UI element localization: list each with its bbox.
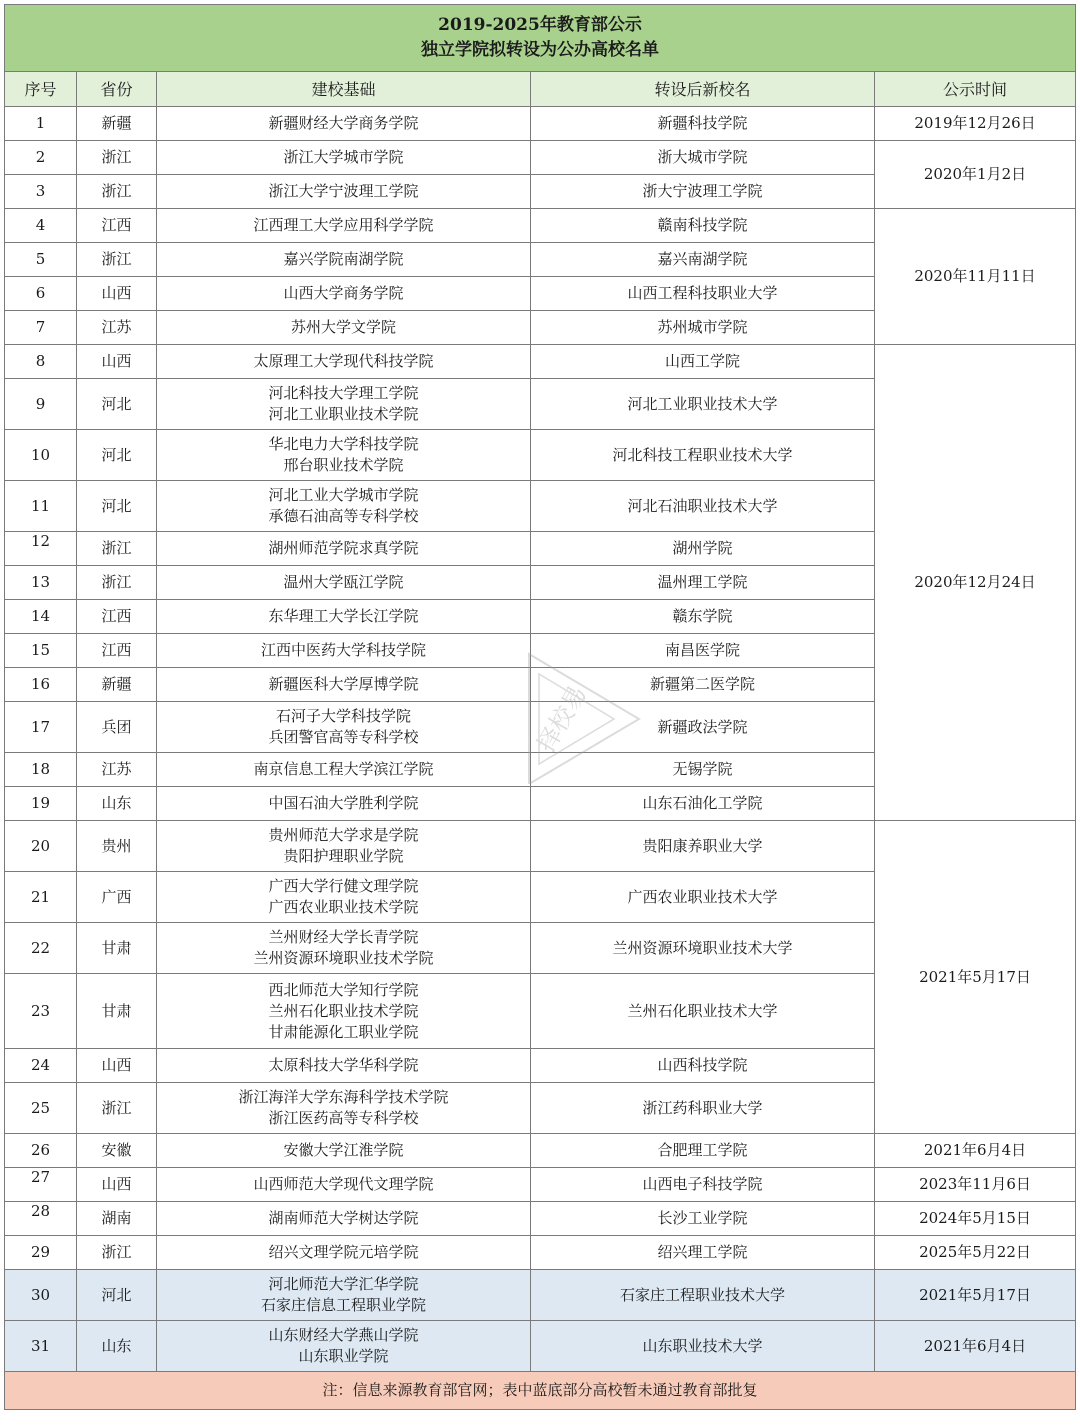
cell-province: 江西 <box>77 209 157 243</box>
cell-province: 新疆 <box>77 668 157 702</box>
cell-seq <box>5 1270 77 1321</box>
base-school-line: 江西中医药大学科技学院 <box>260 641 426 659</box>
cell-seq <box>5 209 77 243</box>
cell-new-name: 石家庄工程职业技术大学 <box>531 1270 875 1321</box>
cell-seq <box>5 974 77 1049</box>
cell-base <box>157 974 531 1049</box>
seq-text: 30 <box>30 1285 51 1304</box>
seq-text: 12 <box>30 532 51 550</box>
cell-seq <box>5 600 77 634</box>
cell-seq <box>5 1083 77 1134</box>
header-province: 省份 <box>77 72 157 107</box>
cell-seq <box>5 141 77 175</box>
cell-seq <box>5 634 77 668</box>
cell-new-name: 山西科技学院 <box>531 1049 875 1083</box>
base-school-line: 河北工业大学城市学院 <box>268 486 419 504</box>
base-school-line: 广西大学行健文理学院 <box>268 877 419 895</box>
base-school-line: 中国石油大学胜利学院 <box>268 794 419 812</box>
cell-date: 2020年1月2日 <box>875 141 1076 209</box>
header-new-name: 转设后新校名 <box>531 72 875 107</box>
cell-date: 2021年6月4日 <box>875 1134 1076 1168</box>
base-school-line: 兰州石化职业技术学院 <box>268 1001 419 1020</box>
seq-text: 14 <box>30 607 51 625</box>
cell-seq <box>5 753 77 787</box>
base-school-line: 安徽大学江淮学院 <box>283 1141 404 1159</box>
cell-new-name: 山东职业技术大学 <box>531 1321 875 1372</box>
base-school-line: 石河子大学科技学院 <box>275 707 411 725</box>
base-school-line: 新疆医科大学厚博学院 <box>268 675 419 693</box>
seq-text: 10 <box>30 445 51 464</box>
cell-seq <box>5 566 77 600</box>
cell-date: 2021年5月17日 <box>875 821 1076 1134</box>
seq-text: 20 <box>30 836 51 855</box>
base-school-line: 温州大学瓯江学院 <box>283 573 404 591</box>
cell-base <box>157 481 531 532</box>
cell-base <box>157 566 531 600</box>
seq-text: 28 <box>30 1202 51 1220</box>
header-base: 建校基础 <box>157 72 531 107</box>
cell-base <box>157 634 531 668</box>
cell-new-name: 山西电子科技学院 <box>531 1168 875 1202</box>
cell-province: 安徽 <box>77 1134 157 1168</box>
cell-new-name: 温州理工学院 <box>531 566 875 600</box>
table-row <box>5 1236 1076 1270</box>
base-school-line: 苏州大学文学院 <box>290 318 396 336</box>
cell-base <box>157 923 531 974</box>
cell-date: 2019年12月26日 <box>875 107 1076 141</box>
cell-province: 浙江 <box>77 1083 157 1134</box>
cell-base <box>157 243 531 277</box>
cell-base <box>157 141 531 175</box>
header-row <box>5 72 1076 107</box>
base-school-line: 兰州资源环境职业技术学院 <box>253 949 434 967</box>
cell-base <box>157 600 531 634</box>
cell-base <box>157 379 531 430</box>
seq-text: 5 <box>35 250 46 268</box>
cell-seq <box>5 532 77 566</box>
cell-date: 2021年6月4日 <box>875 1321 1076 1372</box>
base-school-line: 新疆财经大学商务学院 <box>268 114 419 132</box>
header-seq: 序号 <box>5 72 77 107</box>
cell-new-name: 无锡学院 <box>531 753 875 787</box>
cell-seq <box>5 481 77 532</box>
base-school-line: 贵州师范大学求是学院 <box>268 826 419 844</box>
cell-new-name: 赣东学院 <box>531 600 875 634</box>
cell-province: 浙江 <box>77 243 157 277</box>
cell-province: 江西 <box>77 634 157 668</box>
cell-base <box>157 430 531 481</box>
table-row <box>5 1202 1076 1236</box>
title-line-1: 2019-2025年教育部公示 <box>438 15 642 35</box>
cell-new-name: 赣南科技学院 <box>531 209 875 243</box>
seq-text: 25 <box>30 1098 51 1117</box>
base-school-line: 承德石油高等专科学校 <box>268 507 419 525</box>
cell-base <box>157 1134 531 1168</box>
title-line-2: 独立学院拟转设为公办高校名单 <box>421 40 659 60</box>
cell-base <box>157 311 531 345</box>
seq-text: 17 <box>30 717 51 736</box>
base-school-line: 山西大学商务学院 <box>283 284 404 302</box>
cell-new-name: 绍兴理工学院 <box>531 1236 875 1270</box>
cell-seq <box>5 175 77 209</box>
cell-date: 2024年5月15日 <box>875 1202 1076 1236</box>
cell-base <box>157 1049 531 1083</box>
cell-province: 贵州 <box>77 821 157 872</box>
cell-province: 河北 <box>77 1270 157 1321</box>
base-school-line: 东华理工大学长江学院 <box>268 607 419 625</box>
cell-new-name: 湖州学院 <box>531 532 875 566</box>
cell-seq <box>5 107 77 141</box>
cell-province: 山东 <box>77 787 157 821</box>
cell-province: 浙江 <box>77 532 157 566</box>
base-school-line: 浙江海洋大学东海科学技术学院 <box>238 1088 449 1106</box>
base-school-line: 邢台职业技术学院 <box>283 456 404 474</box>
cell-base <box>157 277 531 311</box>
cell-new-name: 浙大城市学院 <box>531 141 875 175</box>
cell-base <box>157 107 531 141</box>
table-row <box>5 107 1076 141</box>
seq-text: 7 <box>35 318 46 336</box>
cell-province: 山西 <box>77 345 157 379</box>
cell-seq <box>5 702 77 753</box>
table-row <box>5 1270 1076 1321</box>
title-row <box>5 5 1076 72</box>
table-row <box>5 1168 1076 1202</box>
cell-base <box>157 702 531 753</box>
base-school-line: 贵阳护理职业学院 <box>283 847 404 865</box>
cell-base <box>157 1321 531 1372</box>
cell-base <box>157 1083 531 1134</box>
base-school-line: 甘肃能源化工职业学院 <box>268 1022 419 1041</box>
table-row <box>5 1134 1076 1168</box>
table-row <box>5 141 1076 175</box>
cell-seq <box>5 1236 77 1270</box>
cell-date: 2025年5月22日 <box>875 1236 1076 1270</box>
cell-province: 山东 <box>77 1321 157 1372</box>
cell-province: 江苏 <box>77 311 157 345</box>
cell-new-name: 贵阳康养职业大学 <box>531 821 875 872</box>
seq-text: 19 <box>30 794 51 812</box>
seq-text: 27 <box>30 1168 51 1186</box>
cell-new-name: 新疆科技学院 <box>531 107 875 141</box>
cell-province: 甘肃 <box>77 923 157 974</box>
cell-province: 湖南 <box>77 1202 157 1236</box>
cell-new-name: 浙江药科职业大学 <box>531 1083 875 1134</box>
base-school-line: 江西理工大学应用科学学院 <box>253 216 434 234</box>
base-school-line: 河北工业职业技术学院 <box>268 405 419 423</box>
seq-text: 29 <box>30 1243 51 1261</box>
cell-base <box>157 787 531 821</box>
cell-province: 河北 <box>77 481 157 532</box>
cell-seq <box>5 668 77 702</box>
base-school-line: 南京信息工程大学滨江学院 <box>253 760 434 778</box>
seq-text: 3 <box>35 182 46 200</box>
cell-new-name: 长沙工业学院 <box>531 1202 875 1236</box>
cell-seq <box>5 379 77 430</box>
base-school-line: 西北师范大学知行学院 <box>268 980 419 999</box>
cell-base <box>157 1202 531 1236</box>
cell-province: 河北 <box>77 379 157 430</box>
cell-base <box>157 668 531 702</box>
seq-text: 2 <box>35 148 46 166</box>
seq-text: 22 <box>30 938 51 957</box>
seq-text: 31 <box>30 1336 51 1355</box>
seq-text: 18 <box>30 760 51 778</box>
table-row <box>5 821 1076 872</box>
table-title <box>5 5 1076 72</box>
cell-new-name: 苏州城市学院 <box>531 311 875 345</box>
base-school-line: 山东职业学院 <box>298 1347 389 1365</box>
cell-province: 河北 <box>77 430 157 481</box>
cell-base <box>157 209 531 243</box>
cell-base <box>157 753 531 787</box>
cell-new-name: 山西工程科技职业大学 <box>531 277 875 311</box>
base-school-line: 浙江医药高等专科学校 <box>268 1109 419 1127</box>
base-school-line: 兵团警官高等专科学校 <box>268 728 419 746</box>
footnote: 注：信息来源教育部官网；表中蓝底部分高校暂未通过教育部批复 <box>5 1372 1076 1410</box>
cell-new-name: 兰州石化职业技术大学 <box>531 974 875 1049</box>
cell-province: 兵团 <box>77 702 157 753</box>
school-table <box>4 4 1076 1410</box>
base-school-line: 石家庄信息工程职业学院 <box>260 1296 426 1314</box>
cell-province: 浙江 <box>77 175 157 209</box>
seq-text: 21 <box>30 887 51 906</box>
cell-new-name: 新疆第二医学院 <box>531 668 875 702</box>
cell-seq <box>5 345 77 379</box>
cell-seq <box>5 872 77 923</box>
cell-seq <box>5 1168 77 1202</box>
cell-seq <box>5 430 77 481</box>
cell-seq <box>5 1202 77 1236</box>
cell-province: 浙江 <box>77 1236 157 1270</box>
cell-seq <box>5 243 77 277</box>
seq-text: 16 <box>30 675 51 693</box>
cell-new-name: 广西农业职业技术大学 <box>531 872 875 923</box>
cell-new-name: 河北工业职业技术大学 <box>531 379 875 430</box>
cell-base <box>157 1270 531 1321</box>
base-school-line: 山东财经大学燕山学院 <box>268 1326 419 1344</box>
base-school-line: 浙江大学城市学院 <box>283 148 404 166</box>
base-school-line: 湖州师范学院求真学院 <box>268 539 419 557</box>
base-school-line: 华北电力大学科技学院 <box>268 435 419 453</box>
cell-new-name: 山西工学院 <box>531 345 875 379</box>
cell-base <box>157 175 531 209</box>
cell-province: 广西 <box>77 872 157 923</box>
table-row <box>5 345 1076 379</box>
header-date: 公示时间 <box>875 72 1076 107</box>
base-school-line: 太原理工大学现代科技学院 <box>253 352 434 370</box>
note-row <box>5 1372 1076 1410</box>
cell-new-name: 嘉兴南湖学院 <box>531 243 875 277</box>
cell-seq <box>5 821 77 872</box>
cell-province: 山西 <box>77 1049 157 1083</box>
base-school-line: 河北师范大学汇华学院 <box>268 1275 419 1293</box>
cell-new-name: 南昌医学院 <box>531 634 875 668</box>
base-school-line: 绍兴文理学院元培学院 <box>268 1243 419 1261</box>
cell-date: 2023年11月6日 <box>875 1168 1076 1202</box>
seq-text: 1 <box>35 114 46 132</box>
watermark-text: 择校易 <box>531 680 593 757</box>
base-school-line: 太原科技大学华科学院 <box>268 1056 419 1074</box>
cell-new-name: 山东石油化工学院 <box>531 787 875 821</box>
cell-new-name: 河北科技工程职业技术大学 <box>531 430 875 481</box>
cell-province: 浙江 <box>77 566 157 600</box>
seq-text: 13 <box>30 573 51 591</box>
seq-text: 4 <box>35 216 46 234</box>
cell-seq <box>5 787 77 821</box>
cell-seq <box>5 923 77 974</box>
base-school-line: 广西农业职业技术学院 <box>268 898 419 916</box>
seq-text: 6 <box>35 284 46 302</box>
cell-new-name: 新疆政法学院 <box>531 702 875 753</box>
seq-text: 24 <box>30 1056 51 1074</box>
cell-seq <box>5 311 77 345</box>
cell-base <box>157 1236 531 1270</box>
cell-province: 浙江 <box>77 141 157 175</box>
cell-new-name: 兰州资源环境职业技术大学 <box>531 923 875 974</box>
cell-new-name: 河北石油职业技术大学 <box>531 481 875 532</box>
cell-seq <box>5 1321 77 1372</box>
cell-base <box>157 532 531 566</box>
seq-text: 9 <box>35 394 46 413</box>
cell-base <box>157 872 531 923</box>
base-school-line: 嘉兴学院南湖学院 <box>283 250 404 268</box>
cell-new-name: 合肥理工学院 <box>531 1134 875 1168</box>
seq-text: 11 <box>30 496 51 515</box>
table-row <box>5 1321 1076 1372</box>
seq-text: 15 <box>30 641 51 659</box>
cell-base <box>157 345 531 379</box>
cell-date: 2020年12月24日 <box>875 345 1076 821</box>
cell-date: 2020年11月11日 <box>875 209 1076 345</box>
cell-province: 江西 <box>77 600 157 634</box>
base-school-line: 河北科技大学理工学院 <box>268 384 419 402</box>
cell-base <box>157 821 531 872</box>
seq-text: 23 <box>30 1001 51 1020</box>
cell-province: 甘肃 <box>77 974 157 1049</box>
seq-text: 8 <box>35 352 46 370</box>
seq-text: 26 <box>30 1141 51 1159</box>
base-school-line: 浙江大学宁波理工学院 <box>268 182 419 200</box>
cell-province: 新疆 <box>77 107 157 141</box>
table-row <box>5 209 1076 243</box>
cell-base <box>157 1168 531 1202</box>
spreadsheet <box>4 4 1080 1410</box>
cell-seq <box>5 1049 77 1083</box>
base-school-line: 山西师范大学现代文理学院 <box>253 1175 434 1193</box>
cell-province: 山西 <box>77 1168 157 1202</box>
cell-date: 2021年5月17日 <box>875 1270 1076 1321</box>
base-school-line: 兰州财经大学长青学院 <box>268 928 419 946</box>
cell-province: 江苏 <box>77 753 157 787</box>
cell-province: 山西 <box>77 277 157 311</box>
cell-seq <box>5 1134 77 1168</box>
base-school-line: 湖南师范大学树达学院 <box>268 1209 419 1227</box>
cell-seq <box>5 277 77 311</box>
cell-new-name: 浙大宁波理工学院 <box>531 175 875 209</box>
